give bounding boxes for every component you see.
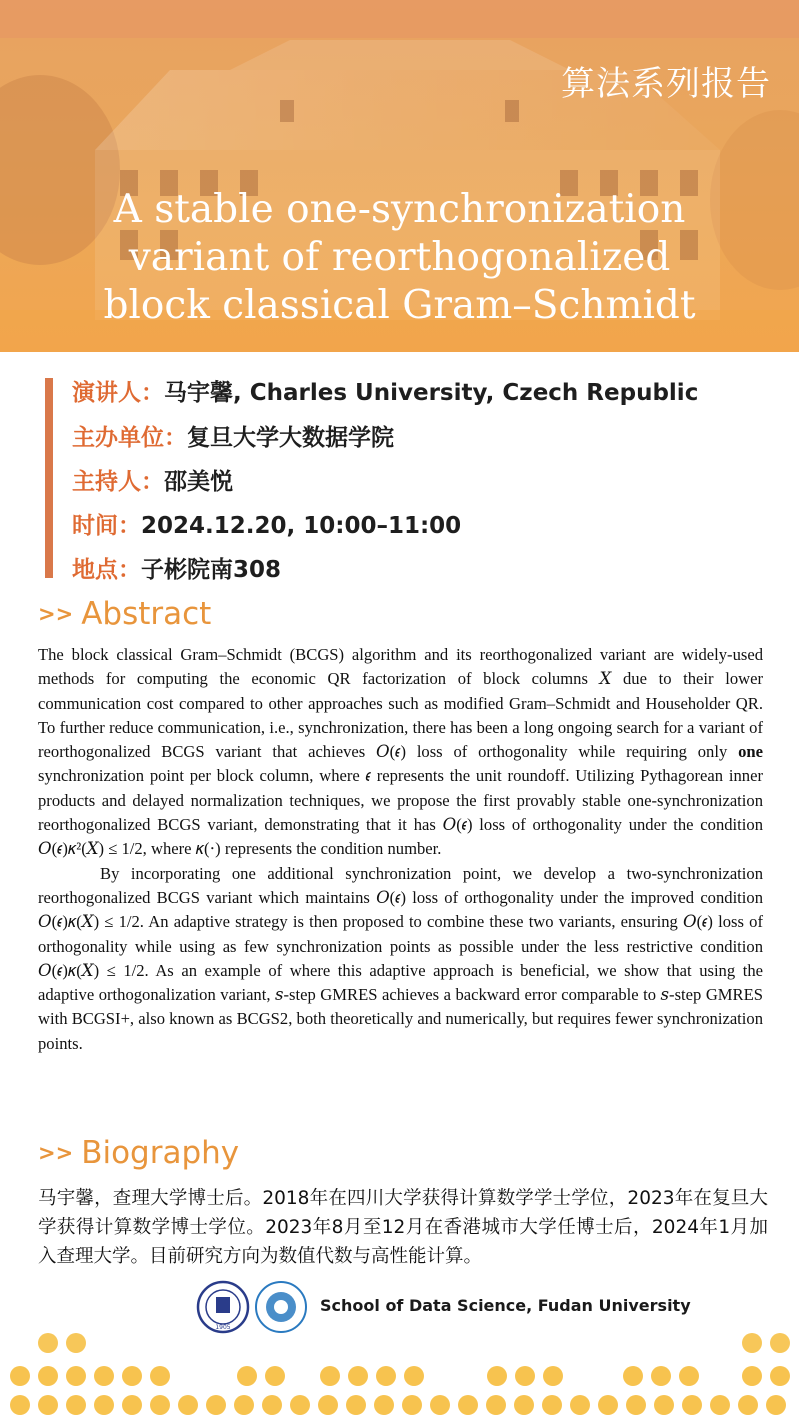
decor-dot [234,1395,254,1415]
info-label: 主办单位： [72,425,187,451]
talk-title-line: A stable one-synchronization [113,187,686,232]
info-value: 2024.12.20, 10:00–11:00 [141,513,462,539]
decor-dot [66,1333,86,1353]
decor-dot [38,1395,58,1415]
decor-dot [66,1366,86,1386]
info-value: 马宇馨, Charles University, Czech Republic [164,380,699,406]
info-value: 复旦大学大数据学院 [187,425,394,451]
decor-dot [346,1395,366,1415]
abstract-text [38,643,763,1056]
decor-dot [738,1395,758,1415]
info-label: 主持人： [72,469,164,495]
decor-dot [178,1395,198,1415]
abstract-paragraph: The block classical Gram–Schmidt (BCGS) algorithm and its reorthogonalized variant are widely-used methods for computing the economic QR factorization of block columns 𝑋 due to their lower communication cost compared to other approaches such as modified Gram–Schmidt and Householder QR. To further reduce communication, i.e., synchronization, there has been a long ongoing search for a variant of reorthogonalized BCGS variant that achieves 𝑂(𝜖) loss of orthogonality while requiring only one synchronization point per block column, where 𝜖 represents the unit roundoff. Utilizing Pythagorean inner products and delayed normalization techniques, we propose the first provably stable one-synchronization reorthogonalized BCGS variant, demonstrating that it has 𝑂(𝜖) loss of orthogonality under the condition 𝑂(𝜖)𝜅²(𝑋) ≤ 1/2, where 𝜅(⋅) represents the condition number. [38,645,763,859]
decor-dot [150,1366,170,1386]
info-value: 子彬院南308 [141,557,282,583]
abstract-paragraph: By incorporating one additional synchronization point, we develop a two-synchronization reorthogonalized BCGS variant which maintains 𝑂(𝜖) loss of orthogonality under the improved condition 𝑂(𝜖)𝜅(𝑋) ≤ 1/2. An adaptive strategy is then proposed to combine these two variants, ensuring 𝑂(𝜖) loss of orthogonality while using as few synchronization points as possible under the less restrictive condition 𝑂(𝜖)𝜅(𝑋) ≤ 1/2. As an example of where this adaptive approach is beneficial, we show that using the adaptive orthogonalization variant, 𝑠-step GMRES achieves a backward error comparable to 𝑠-step GMRES with BCGSI+, also known as BCGS2, both theoretically and numerically, but requires fewer synchronization points. [38,863,763,1053]
decor-dot [458,1395,478,1415]
talk-title [0,186,799,330]
decor-dot [404,1366,424,1386]
decor-dot [623,1366,643,1386]
decor-dot [515,1366,535,1386]
decor-dot [766,1395,786,1415]
series-label: 算法系列报告 [561,64,771,104]
decor-dot [38,1366,58,1386]
double-chevron-icon: >> [38,1141,74,1165]
abstract-heading: >> Abstract [38,596,212,632]
decor-dot [598,1395,618,1415]
decor-dot [290,1395,310,1415]
decor-dot [710,1395,730,1415]
decor-dot [150,1395,170,1415]
decor-dot [38,1333,58,1353]
decor-dot [237,1366,257,1386]
decor-dot [654,1395,674,1415]
decor-dot [265,1366,285,1386]
decor-dot [122,1366,142,1386]
decor-dot [651,1366,671,1386]
decor-dot [543,1366,563,1386]
biography-heading: >> Biography [38,1135,240,1171]
decor-dot [318,1395,338,1415]
decor-dot [348,1366,368,1386]
decor-dot [10,1395,30,1415]
decor-dot [682,1395,702,1415]
header-banner [0,0,799,352]
talk-title-line: block classical Gram–Schmidt [103,283,696,328]
info-accent-bar [45,378,53,578]
info-label: 地点： [72,557,141,583]
decor-dot [122,1395,142,1415]
biography-text: 马宇馨，查理大学博士后。2018年在四川大学获得计算数学学士学位，2023年在复旦大学获得计算数学博士学位。2023年8月至12月在香港城市大学任博士后，2024年1月加入查理大学。目前研究方向为数值代数与高性能计算。 [38,1188,768,1267]
decorative-dots [0,1325,799,1422]
info-chair [72,463,233,496]
school-name: School of Data Science, Fudan University [320,1296,691,1315]
double-chevron-icon: >> [38,602,74,626]
info-time [72,507,461,540]
decor-dot [374,1395,394,1415]
info-value: 邵美悦 [164,469,233,495]
decor-dot [742,1366,762,1386]
decor-dot [430,1395,450,1415]
decor-dot [376,1366,396,1386]
decor-dot [542,1395,562,1415]
decor-dot [486,1395,506,1415]
decor-dot [320,1366,340,1386]
talk-title-line: variant of reorthogonalized [128,235,671,280]
decor-dot [742,1333,762,1353]
decor-dot [770,1366,790,1386]
decor-dot [10,1366,30,1386]
info-location [72,551,281,584]
decor-dot [770,1333,790,1353]
decor-dot [679,1366,699,1386]
decor-dot [262,1395,282,1415]
logo-year: 1905 [215,1324,231,1331]
decor-dot [66,1395,86,1415]
info-host-unit [72,419,394,452]
decor-dot [94,1395,114,1415]
info-speaker [72,374,698,407]
decor-dot [402,1395,422,1415]
info-label: 时间： [72,513,141,539]
decor-dot [570,1395,590,1415]
decor-dot [487,1366,507,1386]
info-label: 演讲人： [72,380,164,406]
decor-dot [206,1395,226,1415]
decor-dot [626,1395,646,1415]
decor-dot [94,1366,114,1386]
decor-dot [514,1395,534,1415]
